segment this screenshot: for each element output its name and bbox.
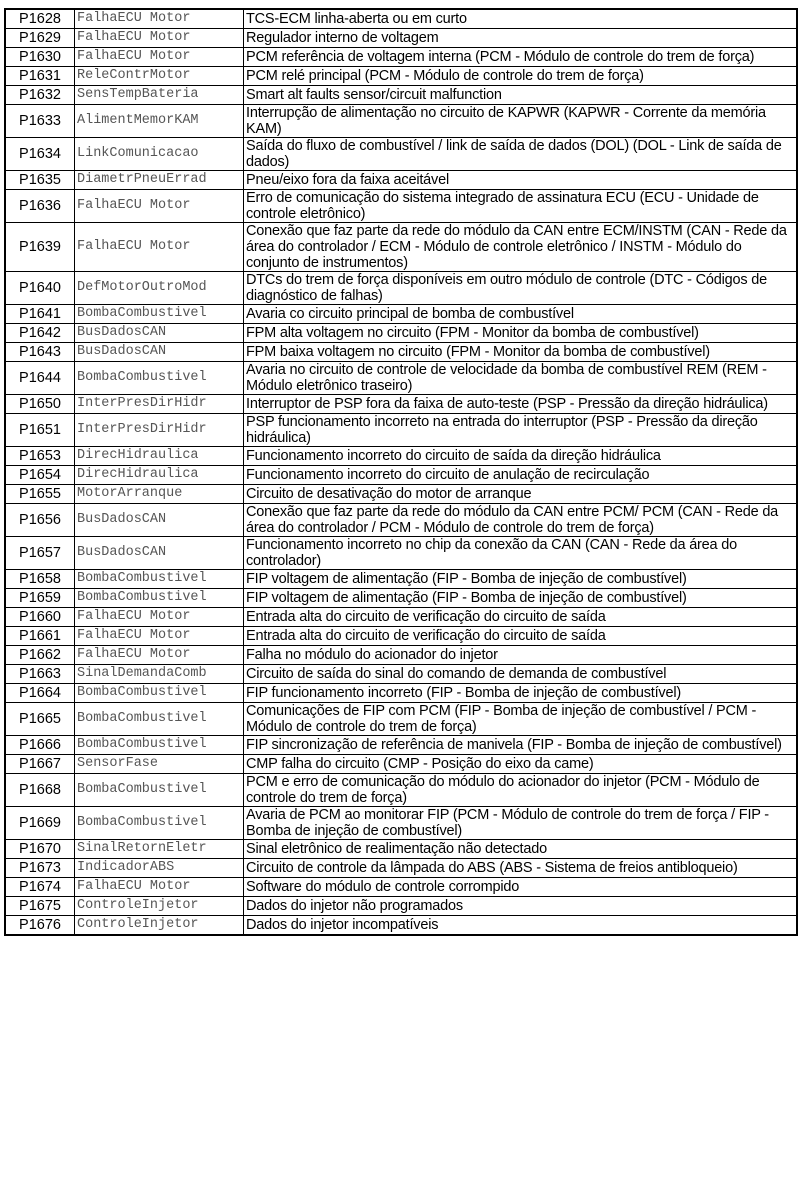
dtc-code-cell: P1663 [5, 665, 75, 684]
table-row [5, 570, 797, 589]
dtc-code-cell: P1655 [5, 485, 75, 504]
description-cell: Funcionamento incorreto do circuito de saída da direção hidráulica [244, 447, 798, 466]
dtc-code-cell: P1658 [5, 570, 75, 589]
dtc-table [4, 8, 798, 936]
table-row [5, 305, 797, 324]
description-cell: Sinal eletrônico de realimentação não detectado [244, 840, 798, 859]
table-row [5, 48, 797, 67]
table-row [5, 627, 797, 646]
description-cell: FPM alta voltagem no circuito (FPM - Monitor da bomba de combustível) [244, 324, 798, 343]
description-cell: Falha no módulo do acionador do injetor [244, 646, 798, 665]
system-cell: BombaCombustivel [75, 684, 244, 703]
system-cell: BusDadosCAN [75, 343, 244, 362]
description-cell: CMP falha do circuito (CMP - Posição do eixo da came) [244, 755, 798, 774]
dtc-code-cell: P1675 [5, 897, 75, 916]
table-row [5, 9, 797, 29]
description-cell: PCM relé principal (PCM - Módulo de controle do trem de força) [244, 67, 798, 86]
description-cell: Conexão que faz parte da rede do módulo da CAN entre PCM/ PCM (CAN - Rede da área do controlador / PCM - Módulo de controle do trem de força) [244, 504, 798, 537]
description-cell: Entrada alta do circuito de verificação do circuito de saída [244, 608, 798, 627]
table-row [5, 485, 797, 504]
table-row [5, 589, 797, 608]
dtc-code-cell: P1667 [5, 755, 75, 774]
description-cell: Pneu/eixo fora da faixa aceitável [244, 171, 798, 190]
description-cell: TCS-ECM linha-aberta ou em curto [244, 9, 798, 29]
table-row [5, 807, 797, 840]
dtc-code-cell: P1662 [5, 646, 75, 665]
table-row [5, 684, 797, 703]
system-cell: BombaCombustivel [75, 570, 244, 589]
dtc-code-cell: P1631 [5, 67, 75, 86]
dtc-code-cell: P1665 [5, 703, 75, 736]
system-cell: ReleContrMotor [75, 67, 244, 86]
system-cell: ControleInjetor [75, 897, 244, 916]
dtc-code-cell: P1668 [5, 774, 75, 807]
dtc-code-cell: P1633 [5, 105, 75, 138]
description-cell: Funcionamento incorreto do circuito de anulação de recirculação [244, 466, 798, 485]
dtc-code-cell: P1643 [5, 343, 75, 362]
description-cell: Circuito de desativação do motor de arranque [244, 485, 798, 504]
dtc-code-cell: P1654 [5, 466, 75, 485]
table-row [5, 86, 797, 105]
system-cell: FalhaECU Motor [75, 223, 244, 272]
system-cell: FalhaECU Motor [75, 627, 244, 646]
description-cell: Dados do injetor incompatíveis [244, 916, 798, 936]
system-cell: BusDadosCAN [75, 324, 244, 343]
table-row [5, 774, 797, 807]
table-row [5, 190, 797, 223]
table-row [5, 324, 797, 343]
table-row [5, 29, 797, 48]
dtc-code-cell: P1673 [5, 859, 75, 878]
system-cell: InterPresDirHidr [75, 414, 244, 447]
dtc-code-cell: P1660 [5, 608, 75, 627]
system-cell: BusDadosCAN [75, 537, 244, 570]
dtc-code-cell: P1676 [5, 916, 75, 936]
table-row [5, 272, 797, 305]
table-row [5, 466, 797, 485]
table-row [5, 138, 797, 171]
description-cell: Conexão que faz parte da rede do módulo da CAN entre ECM/INSTM (CAN - Rede da área do controlador / ECM - Módulo de controle eletrônico / INSTM - Módulo do conjunto de instrumentos) [244, 223, 798, 272]
description-cell: Dados do injetor não programados [244, 897, 798, 916]
description-cell: FIP funcionamento incorreto (FIP - Bomba de injeção de combustível) [244, 684, 798, 703]
description-cell: Circuito de controle da lâmpada do ABS (ABS - Sistema de freios antibloqueio) [244, 859, 798, 878]
system-cell: MotorArranque [75, 485, 244, 504]
system-cell: FalhaECU Motor [75, 48, 244, 67]
description-cell: Interrupção de alimentação no circuito de KAPWR (KAPWR - Corrente da memória KAM) [244, 105, 798, 138]
system-cell: DirecHidraulica [75, 447, 244, 466]
table-row [5, 755, 797, 774]
dtc-code-cell: P1632 [5, 86, 75, 105]
description-cell: FIP voltagem de alimentação (FIP - Bomba de injeção de combustível) [244, 570, 798, 589]
table-row [5, 736, 797, 755]
table-row [5, 916, 797, 936]
dtc-code-cell: P1669 [5, 807, 75, 840]
system-cell: FalhaECU Motor [75, 190, 244, 223]
description-cell: FPM baixa voltagem no circuito (FPM - Monitor da bomba de combustível) [244, 343, 798, 362]
system-cell: DirecHidraulica [75, 466, 244, 485]
dtc-code-cell: P1653 [5, 447, 75, 466]
system-cell: ControleInjetor [75, 916, 244, 936]
dtc-code-cell: P1640 [5, 272, 75, 305]
table-row [5, 897, 797, 916]
description-cell: FIP voltagem de alimentação (FIP - Bomba de injeção de combustível) [244, 589, 798, 608]
system-cell: FalhaECU Motor [75, 29, 244, 48]
dtc-code-cell: P1659 [5, 589, 75, 608]
table-row [5, 395, 797, 414]
description-cell: Erro de comunicação do sistema integrado de assinatura ECU (ECU - Unidade de controle eletrônico) [244, 190, 798, 223]
system-cell: BombaCombustivel [75, 362, 244, 395]
table-row [5, 223, 797, 272]
dtc-code-cell: P1650 [5, 395, 75, 414]
system-cell: BusDadosCAN [75, 504, 244, 537]
dtc-code-cell: P1651 [5, 414, 75, 447]
description-cell: Avaria co circuito principal de bomba de combustível [244, 305, 798, 324]
system-cell: SinalDemandaComb [75, 665, 244, 684]
description-cell: PCM e erro de comunicação do módulo do acionador do injetor (PCM - Módulo de controle do trem de força) [244, 774, 798, 807]
dtc-code-cell: P1644 [5, 362, 75, 395]
dtc-code-cell: P1634 [5, 138, 75, 171]
system-cell: SensorFase [75, 755, 244, 774]
dtc-code-cell: P1666 [5, 736, 75, 755]
dtc-code-cell: P1656 [5, 504, 75, 537]
dtc-code-cell: P1641 [5, 305, 75, 324]
description-cell: PCM referência de voltagem interna (PCM - Módulo de controle do trem de força) [244, 48, 798, 67]
description-cell: Avaria no circuito de controle de velocidade da bomba de combustível REM (REM - Módulo eletrônico traseiro) [244, 362, 798, 395]
table-row [5, 840, 797, 859]
table-row [5, 171, 797, 190]
system-cell: BombaCombustivel [75, 736, 244, 755]
dtc-code-cell: P1661 [5, 627, 75, 646]
table-row [5, 105, 797, 138]
description-cell: Circuito de saída do sinal do comando de demanda de combustível [244, 665, 798, 684]
system-cell: SinalRetornEletr [75, 840, 244, 859]
table-row [5, 362, 797, 395]
system-cell: FalhaECU Motor [75, 608, 244, 627]
system-cell: DefMotorOutroMod [75, 272, 244, 305]
dtc-code-cell: P1674 [5, 878, 75, 897]
dtc-code-cell: P1670 [5, 840, 75, 859]
table-row [5, 504, 797, 537]
system-cell: BombaCombustivel [75, 305, 244, 324]
table-row [5, 343, 797, 362]
table-row [5, 67, 797, 86]
system-cell: DiametrPneuErrad [75, 171, 244, 190]
system-cell: InterPresDirHidr [75, 395, 244, 414]
description-cell: Avaria de PCM ao monitorar FIP (PCM - Módulo de controle do trem de força / FIP - Bomba de injeção de combustível) [244, 807, 798, 840]
dtc-code-cell: P1628 [5, 9, 75, 29]
dtc-code-cell: P1635 [5, 171, 75, 190]
description-cell: Saída do fluxo de combustível / link de saída de dados (DOL) (DOL - Link de saída de dados) [244, 138, 798, 171]
table-row [5, 703, 797, 736]
system-cell: SensTempBateria [75, 86, 244, 105]
table-row [5, 646, 797, 665]
description-cell: Software do módulo de controle corrompido [244, 878, 798, 897]
system-cell: IndicadorABS [75, 859, 244, 878]
description-cell: Smart alt faults sensor/circuit malfunction [244, 86, 798, 105]
description-cell: Regulador interno de voltagem [244, 29, 798, 48]
dtc-code-cell: P1642 [5, 324, 75, 343]
system-cell: BombaCombustivel [75, 774, 244, 807]
table-row [5, 414, 797, 447]
table-row [5, 537, 797, 570]
system-cell: BombaCombustivel [75, 703, 244, 736]
dtc-code-cell: P1657 [5, 537, 75, 570]
dtc-table-body [5, 9, 797, 935]
system-cell: FalhaECU Motor [75, 9, 244, 29]
system-cell: BombaCombustivel [75, 589, 244, 608]
system-cell: LinkComunicacao [75, 138, 244, 171]
system-cell: AlimentMemorKAM [75, 105, 244, 138]
dtc-code-cell: P1629 [5, 29, 75, 48]
description-cell: Funcionamento incorreto no chip da conexão da CAN (CAN - Rede da área do controlador) [244, 537, 798, 570]
description-cell: Comunicações de FIP com PCM (FIP - Bomba de injeção de combustível / PCM - Módulo de controle do trem de força) [244, 703, 798, 736]
table-row [5, 608, 797, 627]
description-cell: FIP sincronização de referência de manivela (FIP - Bomba de injeção de combustível) [244, 736, 798, 755]
description-cell: PSP funcionamento incorreto na entrada do interruptor (PSP - Pressão da direção hidráulica) [244, 414, 798, 447]
table-row [5, 859, 797, 878]
description-cell: Entrada alta do circuito de verificação do circuito de saída [244, 627, 798, 646]
dtc-code-cell: P1630 [5, 48, 75, 67]
table-row [5, 447, 797, 466]
dtc-code-cell: P1664 [5, 684, 75, 703]
dtc-code-cell: P1636 [5, 190, 75, 223]
dtc-code-cell: P1639 [5, 223, 75, 272]
system-cell: FalhaECU Motor [75, 878, 244, 897]
system-cell: BombaCombustivel [75, 807, 244, 840]
table-row [5, 878, 797, 897]
description-cell: Interruptor de PSP fora da faixa de auto-teste (PSP - Pressão da direção hidráulica) [244, 395, 798, 414]
description-cell: DTCs do trem de força disponíveis em outro módulo de controle (DTC - Códigos de diagnóstico de falhas) [244, 272, 798, 305]
system-cell: FalhaECU Motor [75, 646, 244, 665]
table-row [5, 665, 797, 684]
